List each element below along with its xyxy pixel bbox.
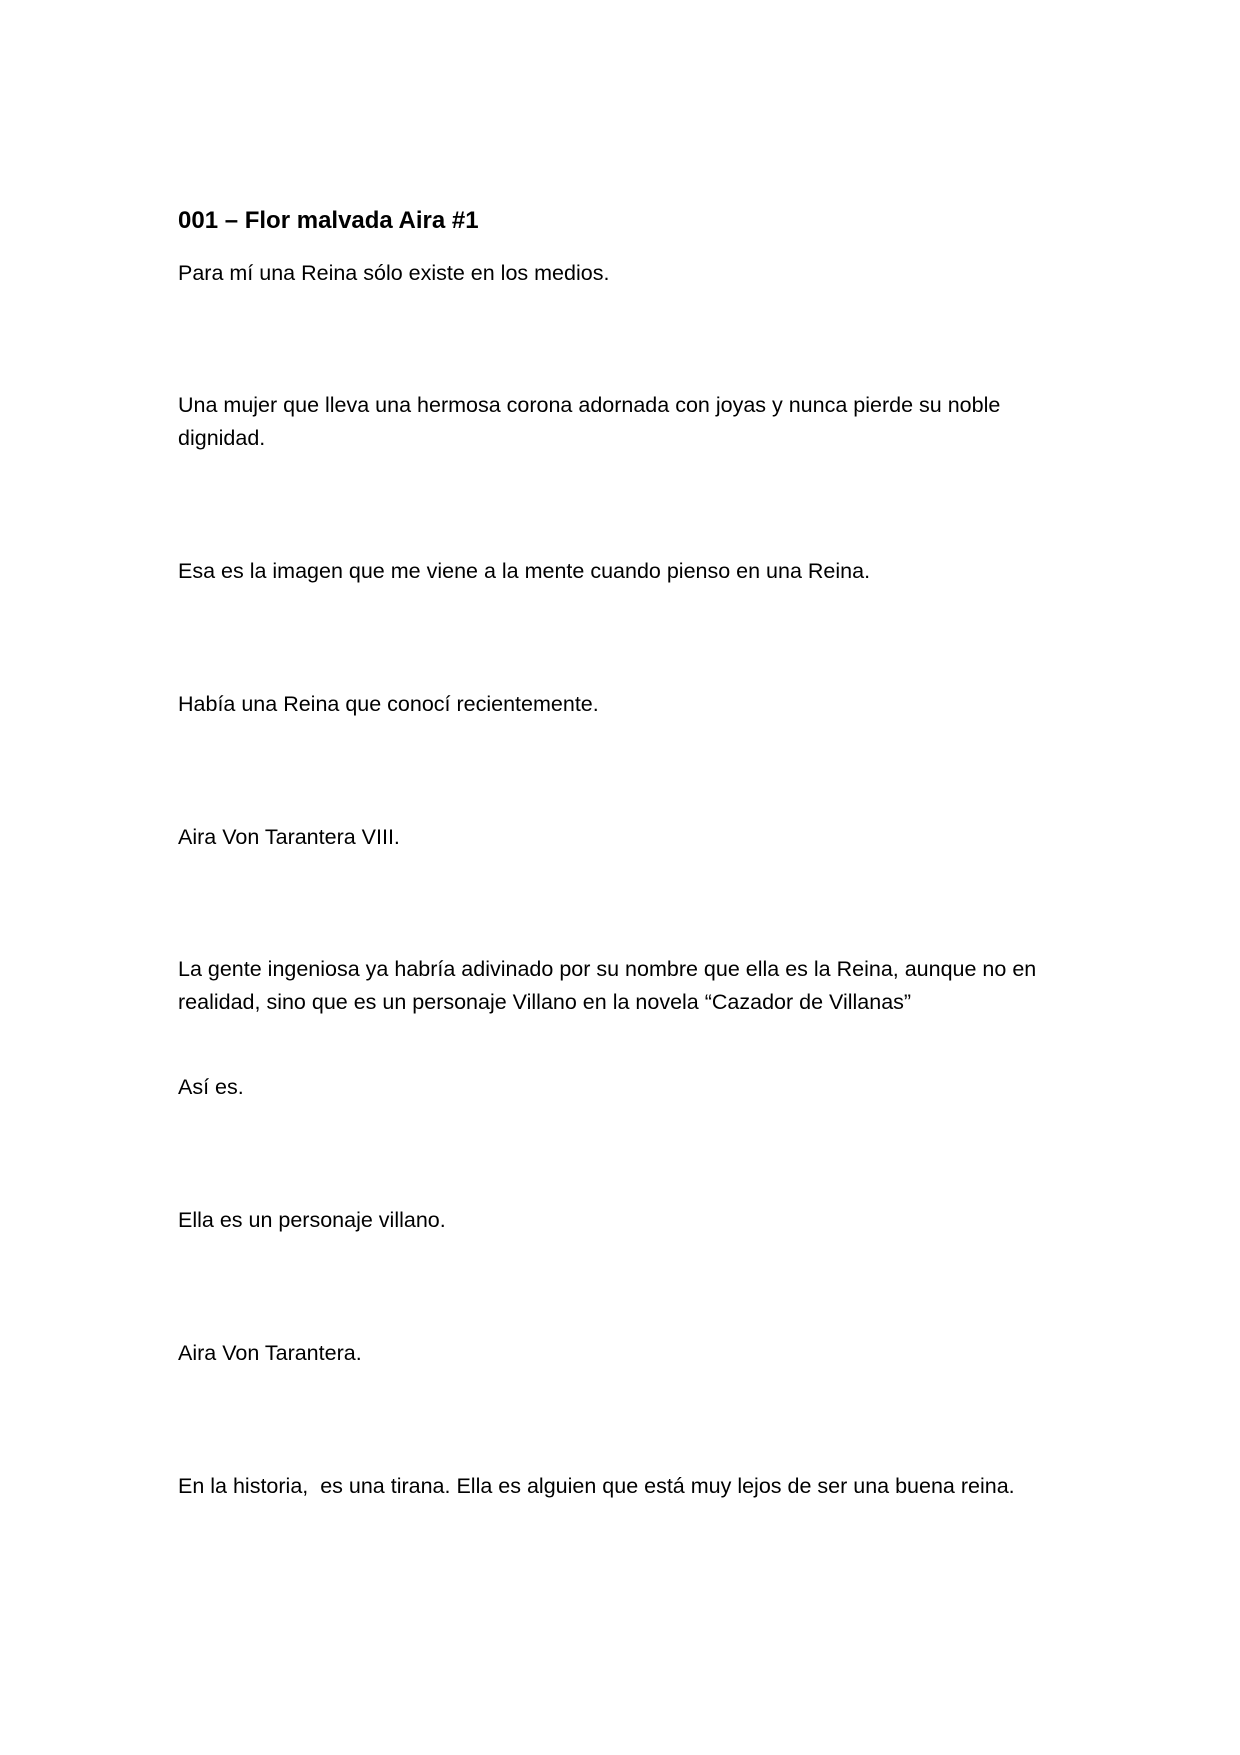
paragraph: Aira Von Tarantera. bbox=[178, 1341, 362, 1365]
paragraph: Así es. bbox=[178, 1075, 244, 1099]
paragraph: Había una Reina que conocí recientemente. bbox=[178, 692, 599, 716]
paragraph: Esa es la imagen que me viene a la mente cuando pienso en una Reina. bbox=[178, 559, 871, 583]
paragraph: Una mujer que lleva una hermosa corona adornada con joyas y nunca pierde su noble dignidad. bbox=[178, 393, 1001, 450]
paragraph: Aira Von Tarantera VIII. bbox=[178, 825, 400, 849]
paragraph: Ella es un personaje villano. bbox=[178, 1208, 446, 1232]
chapter-title: 001 – Flor malvada Aira #1 bbox=[178, 207, 479, 234]
paragraph: Para mí una Reina sólo existe en los medios. bbox=[178, 261, 610, 285]
paragraph: La gente ingeniosa ya habría adivinado por su nombre que ella es la Reina, aunque no en realidad, sino que es un personaje Villano en la novela “Cazador de Villanas” bbox=[178, 957, 1037, 1014]
paragraph: En la historia, es una tirana. Ella es alguien que está muy lejos de ser una buena reina. bbox=[178, 1474, 1015, 1498]
